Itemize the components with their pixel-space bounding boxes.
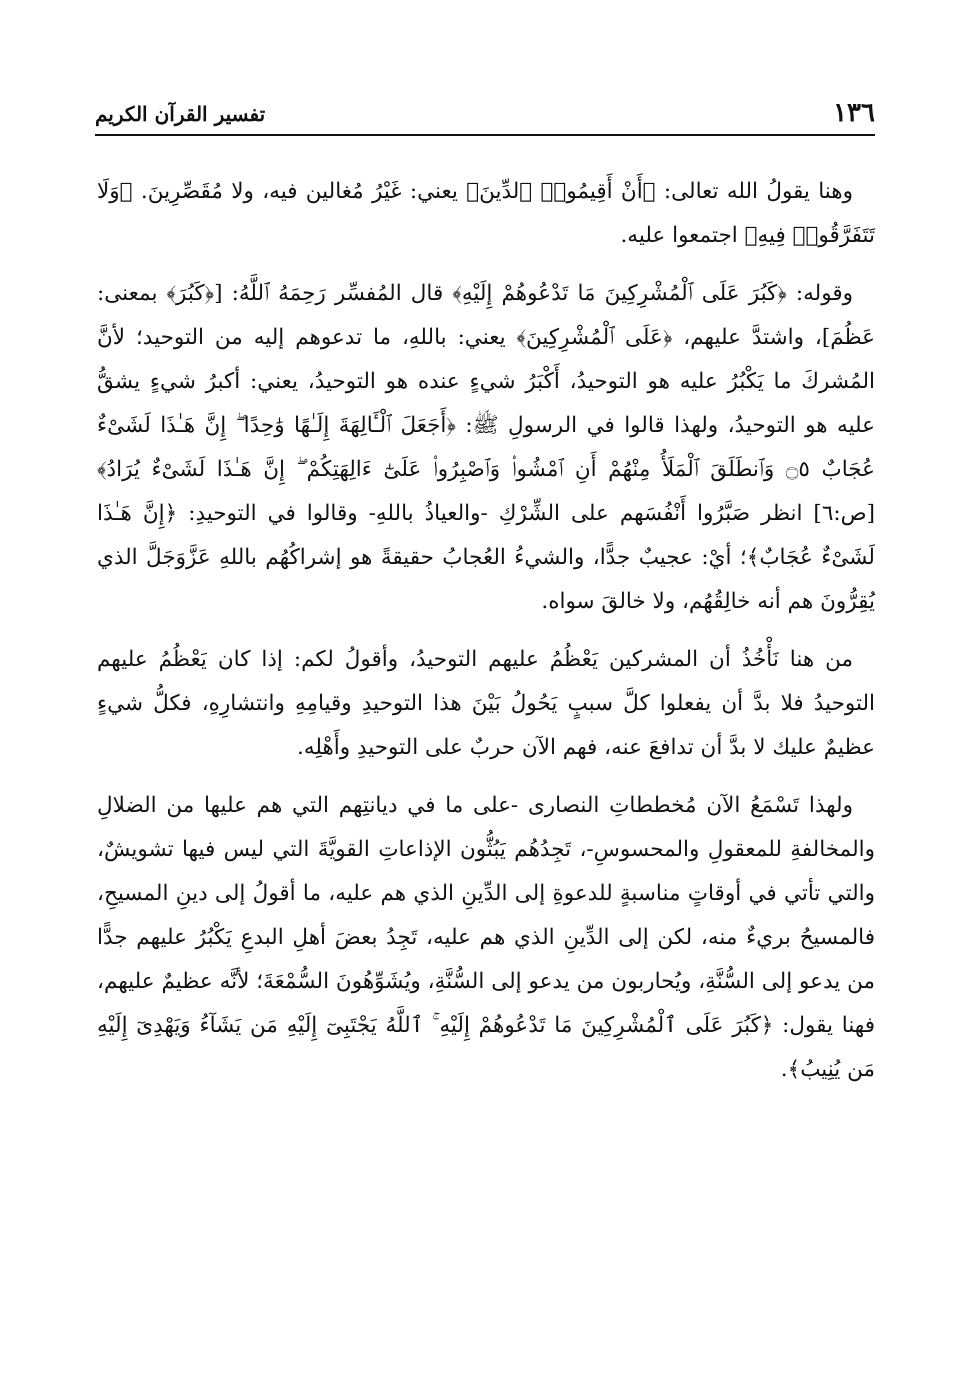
- paragraph-2: وقوله: ﴿كَبُرَ عَلَى ٱلْمُشْرِكِينَ مَا تَدْعُوهُمْ إِلَيْهِ﴾ قال المُفسِّر رَحِمَهُ ٱللَّهُ: [﴿كَبُرَ﴾ بمعنى: عَظُمَ]، واشتدَّ عليهم، ﴿عَلَى ٱلْمُشْرِكِينَ﴾ يعني: باللهِ، ما تدعوهم إليه من التوحيد؛ لأنَّ المُشركَ ما يَكْبُرُ عليه هو التوحيدُ، أَكْبَرُ شيءٍ عنده هو التوحيدُ، يعني: أكبرُ شيءٍ يشقُّ عليه هو التوحيدُ، ولهذا قالوا في الرسولِ ﷺ: ﴿أَجَعَلَ ٱلْـَٔالِهَةَ إِلَـٰهًا وَٰحِدًا ۖ إِنَّ هَـٰذَا لَشَىْءٌ عُجَابٌ ۝٥ وَٱنطَلَقَ ٱلْمَلَأُ مِنْهُمْ أَنِ ٱمْشُوا۟ وَٱصْبِرُوا۟ عَلَىٰٓ ءَالِهَتِكُمْ ۖ إِنَّ هَـٰذَا لَشَىْءٌ يُرَادُ﴾ [ص:٦] انظر صَبَّرُوا أَنْفُسَهم على الشِّرْكِ -والعياذُ باللهِ- وقالوا في التوحيدِ: ﴿إِنَّ هَـٰذَا لَشَىْءٌ عُجَابٌ﴾؛ أيْ: عجيبٌ جدًّا، والشيءُ العُجابُ حقيقةً هو إشراكُهُم باللهِ عَزَّوَجَلَّ الذي يُقِرُّونَ هم أنه خالِقُهُم، ولا خالقَ سواه.: [97, 281, 875, 614]
- body-text: [97, 170, 875, 1106]
- page-number: ١٣٦: [833, 98, 875, 128]
- page-header: [95, 96, 875, 136]
- header-rule: [95, 134, 875, 136]
- paragraph-3: من هنا نَأْخُذُ أن المشركين يَعْظُمُ عليهم التوحيدُ، وأقولُ لكم: إذا كان يَعْظُمُ عليهم التوحيدُ فلا بدَّ أن يفعلوا كلَّ سببٍ يَحُولُ بَيْنَ هذا التوحيدِ وقيامِهِ وانتشارِهِ، فكلُّ شيءٍ عظيمٌ عليك لا بدَّ أن تدافعَ عنه، فهم الآن حربٌ على التوحيدِ وأَهْلِه.: [97, 647, 875, 760]
- running-title: تفسير القرآن الكريم: [95, 102, 266, 126]
- paragraph-1: وهنا يقولُ الله تعالى: ﴿أَنْ أَقِيمُوا۟ ٱلدِّينَ﴾ يعني: غَيْرُ مُغالين فيه، ولا مُقَصِّرِينَ. ﴿وَلَا تَتَفَرَّقُوا۟ فِيهِ﴾ اجتمعوا عليه.: [97, 179, 875, 248]
- paragraph-4: ولهذا تَسْمَعُ الآن مُخططاتِ النصارى -على ما في ديانتِهم التي هم عليها من الضلالِ والمخالفةِ للمعقولِ والمحسوسِ-، تَجِدُهُم يَبُثُّون الإذاعاتِ القويَّةَ التي ليس فيها تشويشٌ، والتي تأتي في أوقاتٍ مناسبةٍ للدعوةِ إلى الدِّينِ الذي هم عليه، ما أقولُ إلى دينِ المسيحِ، فالمسيحُ بريءٌ منه، لكن إلى الدِّينِ الذي هم عليه، تَجِدُ بعضَ أهلِ البدعِ يَكْبُرُ عليهم جدًّا من يدعو إلى السُّنَّةِ، ويُحاربون من يدعو إلى السُّنَّةِ، ويُشَوِّهُونَ السُّمْعَةَ؛ لأنَّه عظيمٌ عليهم، فهنا يقول: ﴿كَبُرَ عَلَى ٱلْمُشْرِكِينَ مَا تَدْعُوهُمْ إِلَيْهِ ۚ ٱللَّهُ يَجْتَبِىٓ إِلَيْهِ مَن يَشَآءُ وَيَهْدِىٓ إِلَيْهِ مَن يُنِيبُ﴾.: [97, 793, 875, 1082]
